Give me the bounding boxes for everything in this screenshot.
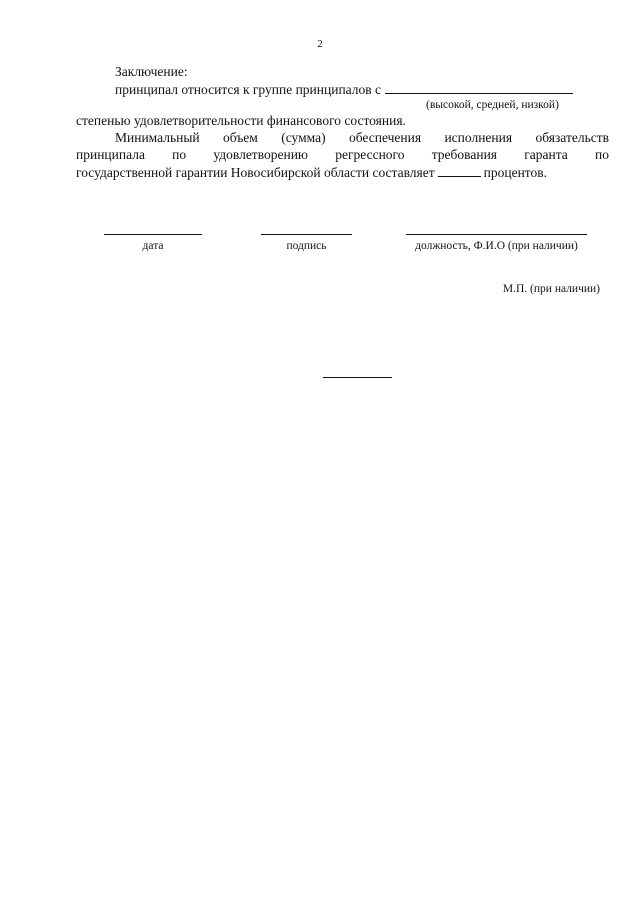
end-divider <box>323 377 392 378</box>
conclusion-line2: степенью удовлетворительности финансового состояния. <box>76 113 406 128</box>
minimum-line3-text: государственной гарантии Новосибирской области составляет <box>76 165 435 180</box>
group-blank-field[interactable] <box>385 80 573 94</box>
conclusion-line <box>76 80 609 98</box>
conclusion-line1-text: принципал относится к группе принципалов с <box>115 82 382 97</box>
date-signature-line[interactable] <box>104 234 202 235</box>
date-label: дата <box>142 240 164 252</box>
percent-blank-field[interactable] <box>438 163 481 177</box>
minimum-line3-suffix: процентов. <box>483 165 548 180</box>
stamp-label: М.П. (при наличии) <box>502 283 600 295</box>
document-body <box>76 63 609 181</box>
position-label: должность, Ф.И.О (при наличии) <box>415 240 578 252</box>
conclusion-heading: Заключение: <box>115 64 188 79</box>
group-hint: (высокой, средней, низкой) <box>426 99 559 111</box>
minimum-line1: Минимальный объем (сумма) обеспечения исполнения обязательств <box>115 130 609 145</box>
page-number: 2 <box>317 38 323 50</box>
minimum-line3 <box>76 163 609 181</box>
signature-label: подпись <box>286 240 327 252</box>
minimum-line2: принципала по удовлетворению регрессного требования гаранта по <box>76 147 609 162</box>
signature-line[interactable] <box>261 234 352 235</box>
position-signature-line[interactable] <box>406 234 587 235</box>
